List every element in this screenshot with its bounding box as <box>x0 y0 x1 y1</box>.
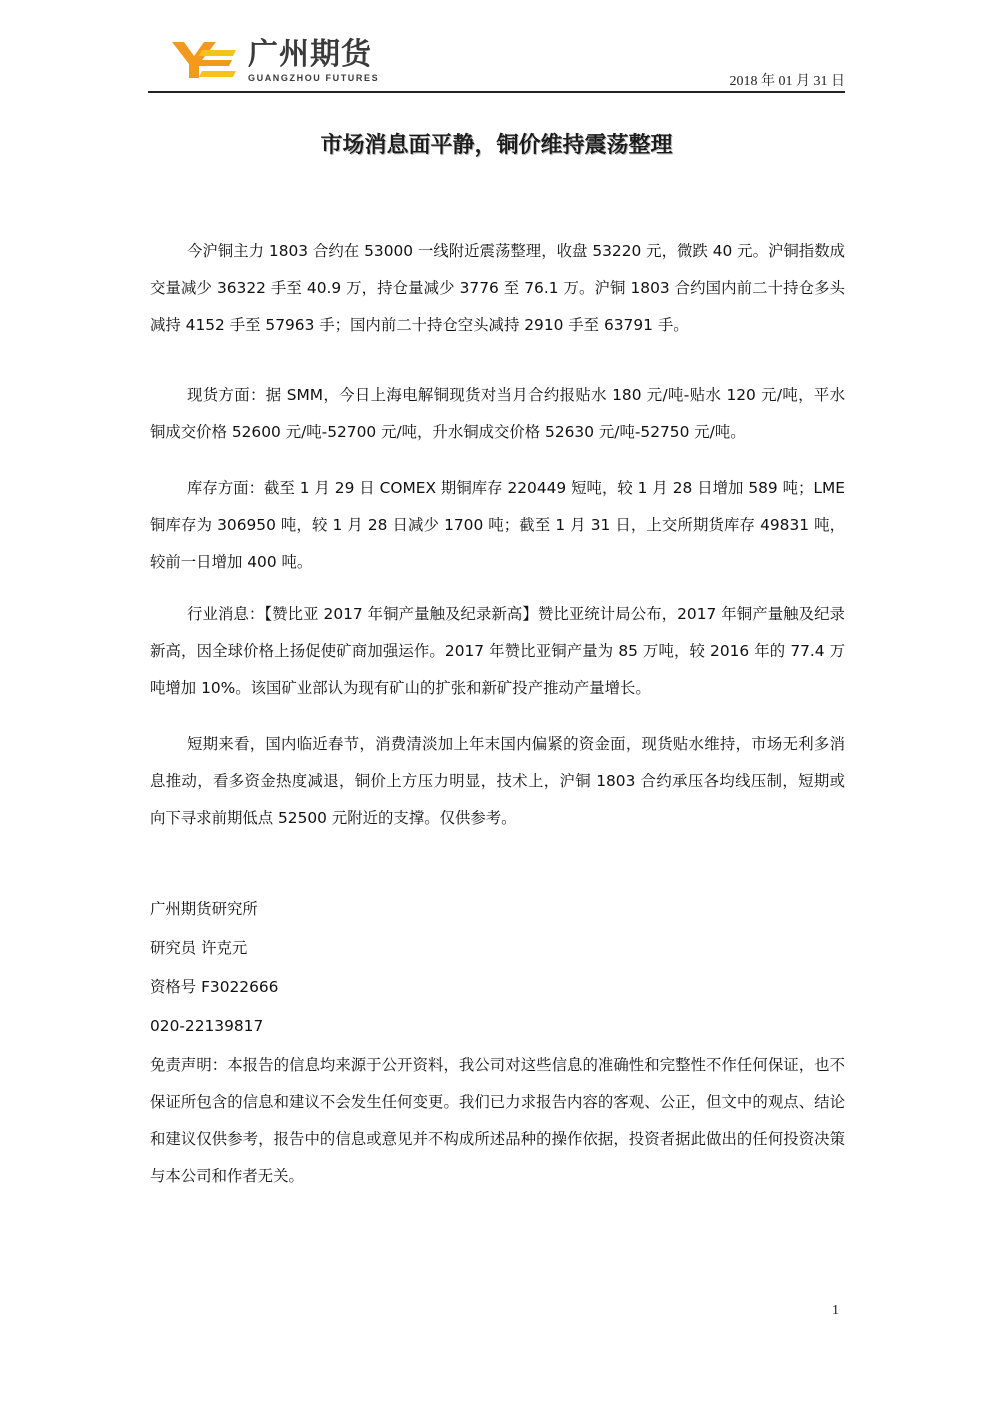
paragraph-outlook: 短期来看，国内临近春节，消费清淡加上年末国内偏紧的资金面，现货贴水维持，市场无利多消息推动，看多资金热度减退，铜价上方压力明显，技术上，沪铜 1803 合约承压各均线压制，短期或向下寻求前期低点 52500 元附近的支撑。仅供参考。 <box>150 735 845 827</box>
paragraph-spot: 现货方面：据 SMM，今日上海电解铜现货对当月合约报贴水 180 元/吨-贴水 120 元/吨，平水铜成交价格 52600 元/吨-52700 元/吨，升水铜成交价格 52630 元/吨-52750 元/吨。 <box>150 386 845 441</box>
signature-institute: 广州期货研究所 <box>150 900 258 918</box>
paragraph-industry-news: 行业消息：【赞比亚 2017 年铜产量触及纪录新高】赞比亚统计局公布，2017 年铜产量触及纪录新高，因全球价格上扬促使矿商加强运作。2017 年赞比亚铜产量为 85 万吨，较 2016 年的 77.4 万吨增加 10%。该国矿业部认为现有矿山的扩张和新矿投产推动产量增长。 <box>150 605 845 697</box>
company-logo <box>172 36 392 86</box>
logo-chinese-name: 广州期货 <box>248 37 372 72</box>
report-date: 2018 年 01 月 31 日 <box>729 74 845 89</box>
signature-researcher: 研究员 许克元 <box>150 939 248 957</box>
page-header <box>148 30 845 92</box>
paragraph-inventory: 库存方面：截至 1 月 29 日 COMEX 期铜库存 220449 短吨，较 1 月 28 日增加 589 吨；LME 铜库存为 306950 吨，较 1 月 28 日减少 1700 吨；截至 1 月 31 日，上交所期货库存 49831 吨，较前一日增加 400 吨。 <box>150 479 845 571</box>
report-title: 市场消息面平静，铜价维持震荡整理 <box>320 133 673 158</box>
ye-logo-mark-icon <box>172 40 238 80</box>
header-divider <box>148 91 845 93</box>
disclaimer: 免责声明：本报告的信息均来源于公开资料，我公司对这些信息的准确性和完整性不作任何保证，也不保证所包含的信息和建议不会发生任何变更。我们已力求报告内容的客观、公正，但文中的观点、结论和建议仅供参考，报告中的信息或意见并不构成所述品种的操作依据，投资者据此做出的任何投资决策与本公司和作者无关。 <box>150 1056 845 1185</box>
paragraph-market-summary: 今沪铜主力 1803 合约在 53000 一线附近震荡整理，收盘 53220 元，微跌 40 元。沪铜指数成交量减少 36322 手至 40.9 万，持仓量减少 3776 至 76.1 万。沪铜 1803 合约国内前二十持仓多头减持 4152 手至 57963 手；国内前二十持仓空头减持 2910 手至 63791 手。 <box>150 242 845 334</box>
page-number: 1 <box>832 1303 839 1318</box>
signature-license: 资格号 F3022666 <box>150 978 279 996</box>
signature-phone: 020-22139817 <box>150 1017 264 1035</box>
logo-english-name: GUANGZHOU FUTURES <box>248 73 380 83</box>
